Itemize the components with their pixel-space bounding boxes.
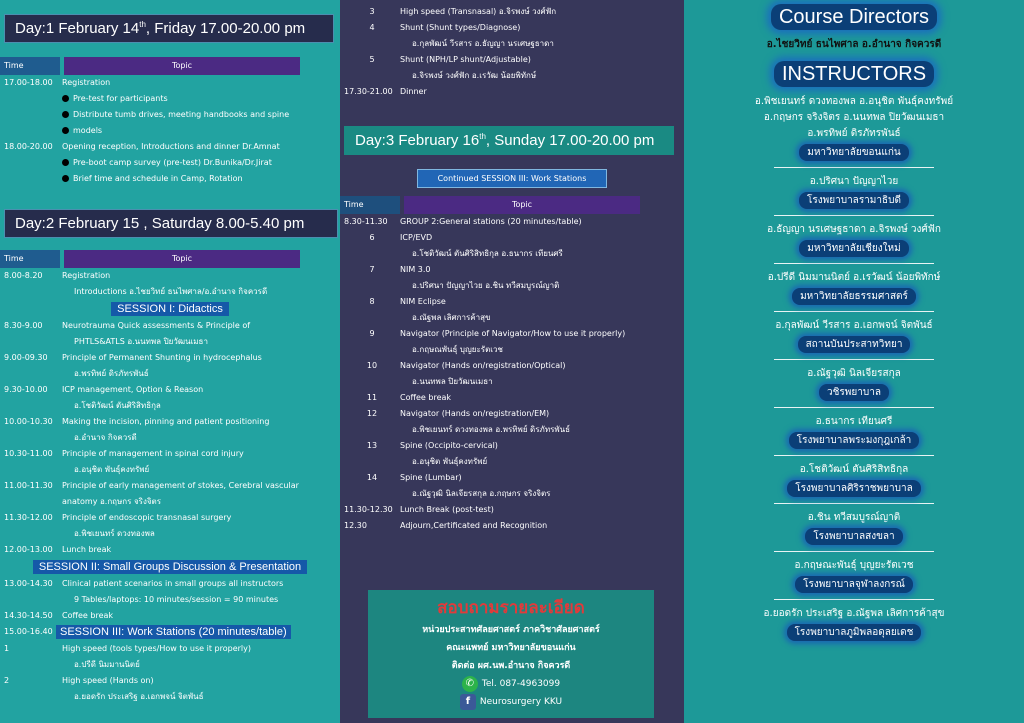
- day1-header-text-2: , Friday 17.00-20.00 pm: [145, 20, 306, 37]
- schedule-time: 8.00-8.20: [4, 271, 43, 280]
- schedule-row: [0, 430, 340, 446]
- schedule-topic: ICP management, Option & Reason: [62, 385, 204, 394]
- schedule-topic: Coffee break: [62, 611, 114, 620]
- schedule-time: [0, 284, 62, 300]
- schedule-time: [340, 486, 400, 502]
- session1-badge: [0, 302, 340, 316]
- schedule-time: 1: [4, 644, 10, 653]
- schedule-row: [0, 641, 340, 657]
- schedule-row: [340, 294, 684, 310]
- schedule-time: [340, 278, 400, 294]
- day1-header: [4, 14, 334, 43]
- contact-facebook-row[interactable]: [368, 693, 654, 711]
- time-column-header: Time: [0, 57, 60, 75]
- institution-badge: [684, 576, 1024, 593]
- schedule-topic: Neurotrauma Quick assessments & Principle of: [62, 321, 251, 330]
- schedule-time: 12.30: [344, 521, 367, 530]
- schedule-topic: NIM 3.0: [400, 265, 431, 274]
- schedule-row: [340, 278, 684, 294]
- day3-header-text-2: , Sunday 17.00-20.00 pm: [485, 132, 655, 149]
- day3-section: [340, 100, 684, 155]
- schedule-topic: Adjourn,Certificated and Recognition: [400, 521, 548, 530]
- divider: [774, 215, 934, 216]
- institution-badge: [684, 432, 1024, 449]
- schedule-row: [340, 214, 684, 230]
- schedule-row: [340, 36, 684, 52]
- topic-column-header: Topic: [64, 57, 300, 75]
- schedule-time: [0, 592, 62, 608]
- instructor-names: อ.พิชเยนทร์ ดวงทองพล อ.อนุชิต พันธุ์คงทรัพย์: [754, 96, 954, 107]
- schedule-row: [0, 478, 340, 494]
- day2-table-header: [0, 250, 340, 268]
- session1-label: SESSION I: Didactics: [111, 302, 229, 316]
- schedule-row: [0, 75, 340, 91]
- day3-header-sup: th: [479, 132, 486, 141]
- schedule-time: 10: [366, 361, 378, 370]
- day3-header-text: Day:3 February 16: [355, 132, 480, 149]
- schedule-row: [340, 262, 684, 278]
- schedule-time: [0, 494, 62, 510]
- day2-schedule-d: [0, 641, 340, 705]
- schedule-topic: Navigator (Principle of Navigator/How to use it properly): [400, 329, 626, 338]
- schedule-time: [0, 526, 62, 542]
- schedule-time: 9: [369, 329, 375, 338]
- schedule-time: [0, 171, 62, 187]
- schedule-row: [340, 422, 684, 438]
- schedule-row: [340, 454, 684, 470]
- divider: [774, 503, 934, 504]
- schedule-time: [0, 657, 62, 673]
- schedule-row: [0, 284, 340, 300]
- schedule-row: [0, 510, 340, 526]
- schedule-row: [340, 502, 684, 518]
- schedule-row: [340, 342, 684, 358]
- schedule-topic: อ.อนุชิต พันธุ์คงทรัพย์: [74, 465, 150, 474]
- schedule-row: [340, 68, 684, 84]
- schedule-topic: Coffee break: [400, 393, 452, 402]
- schedule-topic: High speed (Hands on): [62, 676, 154, 685]
- schedule-row: [0, 414, 340, 430]
- contact-box: [368, 590, 654, 718]
- instructor-names: อ.พรทิพย์ ดิรภัทรพันธ์: [807, 128, 901, 139]
- topic-column-header: Topic: [64, 250, 300, 268]
- schedule-row: [0, 494, 340, 510]
- schedule-time: 11: [366, 393, 378, 402]
- schedule-row: [340, 246, 684, 262]
- instructor-names: อ.กฤษณะพันธุ์ บุญยะรัตเวช: [794, 560, 914, 571]
- day1-schedule: [0, 75, 340, 187]
- schedule-row: [0, 334, 340, 350]
- schedule-topic: Principle of early management of stokes, Cerebral vascular: [62, 481, 299, 490]
- divider: [774, 455, 934, 456]
- continued-session3-label: Continued SESSION III: Work Stations: [417, 169, 607, 188]
- schedule-row: [0, 592, 340, 608]
- schedule-time: 9.00-09.30: [4, 353, 48, 362]
- schedule-time: [0, 107, 62, 123]
- institution-name: โรงพยาบาลศิริราชพยาบาล: [787, 480, 920, 497]
- day1-day2-column: [0, 0, 340, 723]
- directors-names: อ.ไชยวิทย์ ธนไพศาล อ.อำนาจ กิจควรดี: [766, 39, 942, 50]
- schedule-row: [0, 91, 340, 107]
- day2-header: Day:2 February 15 , Saturday 8.00-5.40 pm: [4, 209, 338, 238]
- schedule-row: [0, 576, 340, 592]
- schedule-time: [0, 155, 62, 171]
- institution-name: โรงพยาบาลรามาธิบดี: [799, 192, 909, 209]
- schedule-time: 8.30-9.00: [4, 321, 43, 330]
- phone-icon: ✆: [462, 676, 478, 692]
- schedule-topic: Spine (Lumbar): [400, 473, 462, 482]
- day1-header-text: Day:1 February 14: [15, 20, 140, 37]
- contact-title: สอบถามรายละเอียด: [437, 598, 585, 617]
- contact-phone-row[interactable]: [368, 675, 654, 693]
- instructor-names: อ.ปรีดี นิมมานนิตย์ อ.เรวัฒน์ น้อยพิทักษ์: [767, 272, 941, 283]
- day1-header-sup: th: [139, 20, 146, 29]
- schedule-row: [0, 171, 340, 187]
- schedule-time: 14.30-14.50: [4, 611, 53, 620]
- schedule-time: 11.00-11.30: [4, 481, 53, 490]
- schedule-time: [0, 334, 62, 350]
- schedule-topic: Navigator (Hands on/registration/EM): [400, 409, 550, 418]
- instructor-names: อ.กุลพัฒน์ วีรสาร อ.เอกพจน์ จิตพันธ์: [775, 320, 933, 331]
- day1-table-header: [0, 57, 340, 75]
- day3-header: [344, 126, 674, 155]
- divider: [774, 311, 934, 312]
- session3-badge: [56, 624, 340, 641]
- course-directors-heading: Course Directors: [771, 4, 937, 30]
- schedule-topic: Pre-test for participants: [62, 91, 340, 107]
- institution-badge: [684, 192, 1024, 209]
- schedule-row: [0, 542, 340, 558]
- schedule-topic: 9 Tables/laptops: 10 minutes/session = 90 minutes: [74, 595, 279, 604]
- institution-badge: [684, 528, 1024, 545]
- institution-badge: [684, 144, 1024, 161]
- workstation-continued-list: [340, 4, 684, 100]
- schedule-topic: Introductions อ.ไชยวิทย์ ธนไพศาล/อ.อำนาจ กิจควรดี: [74, 287, 268, 296]
- schedule-row: [340, 374, 684, 390]
- instructor-names: อ.ชิน ทวีสมบูรณ์ญาติ: [807, 512, 901, 523]
- schedule-row: [0, 673, 340, 689]
- schedule-time: [0, 398, 62, 414]
- schedule-topic: Lunch break: [62, 545, 112, 554]
- schedule-topic: อ.ณัฐพล เลิศการค้าสุข: [412, 313, 491, 322]
- schedule-topic: High speed (tools types/How to use it properly): [62, 644, 251, 653]
- schedule-topic: อ.ณัฐวุฒิ นิลเจียรสกุล อ.กฤษกร จริงจิตร: [412, 489, 551, 498]
- schedule-topic: GROUP 2:General stations (20 minutes/table): [400, 217, 582, 226]
- schedule-topic: อ.พรทิพย์ ดิรภัทรพันธ์: [74, 369, 149, 378]
- schedule-row: [340, 52, 684, 68]
- schedule-row: [0, 657, 340, 673]
- institution-name: มหาวิทยาลัยเชียงใหม่: [799, 240, 908, 257]
- schedule-topic: อ.นนทพล ปิยวัฒนเมธา: [412, 377, 493, 386]
- instructor-names: อ.กฤษกร จริงจิตร อ.นนทพล ปิยวัฒนเมธา: [763, 112, 945, 123]
- schedule-topic: Principle of management in spinal cord injury: [62, 449, 244, 458]
- schedule-time: 18.00-20.00: [4, 142, 53, 151]
- schedule-topic: Dinner: [400, 87, 427, 96]
- schedule-time: 11.30-12.30: [344, 505, 393, 514]
- instructors-list: [684, 94, 1024, 641]
- schedule-topic: models: [62, 123, 340, 139]
- schedule-time: [0, 123, 62, 139]
- session2-label: SESSION II: Small Groups Discussion & Presentation: [33, 560, 307, 574]
- schedule-time: [340, 454, 400, 470]
- institution-name: โรงพยาบาลพระมงกุฎเกล้า: [789, 432, 920, 449]
- schedule-topic: Navigator (Hands on/registration/Optical): [400, 361, 566, 370]
- schedule-time: [0, 91, 62, 107]
- schedule-row: [340, 84, 684, 100]
- schedule-time: [340, 246, 400, 262]
- contact-facebook[interactable]: Neurosurgery KKU: [479, 697, 563, 707]
- divider: [774, 407, 934, 408]
- schedule-topic: Distribute tumb drives, meeting handbooks and spine: [62, 107, 340, 123]
- divider: [774, 599, 934, 600]
- instructor-names: อ.ธนากร เทียนศรี: [815, 416, 893, 427]
- schedule-time: [340, 422, 400, 438]
- schedule-topic: Principle of Permanent Shunting in hydrocephalus: [62, 353, 262, 362]
- schedule-topic: อ.พิชเยนทร์ ดวงทองพล: [74, 529, 155, 538]
- schedule-row: [340, 390, 684, 406]
- schedule-row: [340, 518, 684, 534]
- topic-column-header: Topic: [404, 196, 640, 214]
- institution-name: มหาวิทยาลัยขอนแก่น: [799, 144, 908, 161]
- schedule-topic: NIM Eclipse: [400, 297, 446, 306]
- institution-name: วชิรพยาบาล: [819, 384, 889, 401]
- day2-schedule-c: [0, 576, 340, 624]
- schedule-time: [0, 430, 62, 446]
- schedule-topic: อ.อนุชิต พันธุ์คงทรัพย์: [412, 457, 488, 466]
- schedule-topic: อ.ปรีดี นิมมานนิตย์: [74, 660, 140, 669]
- schedule-time: [0, 366, 62, 382]
- session3-row: [0, 624, 340, 641]
- contact-person: ติดต่อ ผศ.นพ.อำนาจ กิจควรดี: [451, 661, 571, 671]
- schedule-row: [0, 350, 340, 366]
- time-column-header: Time: [340, 196, 400, 214]
- day2-schedule-a: [0, 268, 340, 300]
- schedule-row: [340, 438, 684, 454]
- contact-phone[interactable]: Tel. 087-4963099: [481, 679, 561, 689]
- schedule-row: [0, 107, 340, 123]
- facebook-icon: f: [460, 694, 476, 710]
- day3-table-header: [340, 196, 684, 214]
- schedule-row: [340, 20, 684, 36]
- schedule-time: 17.30-21.00: [344, 87, 393, 96]
- institution-name: โรงพยาบาลสงขลา: [805, 528, 902, 545]
- instructors-heading: INSTRUCTORS: [774, 61, 934, 87]
- schedule-topic: อ.กฤษณพันธุ์ บุญยะรัตเวช: [412, 345, 503, 354]
- schedule-time: [340, 374, 400, 390]
- schedule-row: [340, 406, 684, 422]
- schedule-topic: อ.โชติวัฒน์ ตันศิริสิทธิกุล: [74, 401, 161, 410]
- schedule-row: [340, 326, 684, 342]
- schedule-topic: Lunch Break (post-test): [400, 505, 494, 514]
- directors-column: [684, 0, 1024, 723]
- schedule-time: 2: [4, 676, 10, 685]
- institution-badge: [684, 288, 1024, 305]
- institution-name: โรงพยาบาลจุฬาลงกรณ์: [795, 576, 913, 593]
- schedule-time: 8.30-11.30: [344, 217, 388, 226]
- schedule-row: [340, 310, 684, 326]
- schedule-topic: Shunt (NPH/LP shunt/Adjustable): [400, 55, 531, 64]
- schedule-time: [340, 342, 400, 358]
- schedule-topic: anatomy อ.กฤษกร จริงจิตร: [62, 497, 162, 506]
- institution-badge: [684, 336, 1024, 353]
- schedule-row: [0, 139, 340, 155]
- schedule-row: [340, 230, 684, 246]
- schedule-time: 17.00-18.00: [4, 78, 53, 87]
- schedule-topic: อ.พิชเยนทร์ ดวงทองพล อ.พรทิพย์ ดิรภัทรพันธ์: [412, 425, 571, 434]
- schedule-row: [0, 268, 340, 284]
- session3-time: 15.00-16.40: [4, 627, 53, 636]
- schedule-row: [0, 155, 340, 171]
- schedule-time: 9.30-10.00: [4, 385, 48, 394]
- schedule-topic: Making the incision, pinning and patient positioning: [62, 417, 270, 426]
- schedule-topic: Shunt (Shunt types/Diagnose): [400, 23, 521, 32]
- day2-schedule-b: [0, 318, 340, 558]
- schedule-time: 12.00-13.00: [4, 545, 53, 554]
- schedule-topic: อ.โชติวัฒน์ ตันศิริสิทธิกุล อ.ธนากร เทียนศรี: [412, 249, 563, 258]
- day1-section: [0, 0, 340, 43]
- instructors-title: [684, 63, 1024, 86]
- session2-badge: [0, 560, 340, 574]
- instructor-names: อ.ณัฐวุฒิ นิลเจียรสกุล: [807, 368, 901, 379]
- schedule-row: [0, 366, 340, 382]
- institution-badge: [684, 240, 1024, 257]
- instructor-names: อ.โชติวัฒน์ ตันศิริสิทธิกุล: [799, 464, 909, 475]
- schedule-topic: Clinical patient scenarios in small groups all instructors: [62, 579, 284, 588]
- instructor-names: อ.ธัญญา นรเศษฐธาดา อ.จิรพงษ์ วงศ์ฟัก: [767, 224, 941, 235]
- institution-badge: [684, 480, 1024, 497]
- schedule-row: [340, 358, 684, 374]
- contact-dept: หน่วยประสาทศัลยศาสตร์ ภาควิชาศัลยศาสตร์: [422, 625, 600, 635]
- schedule-topic: Opening reception, Introductions and dinner Dr.Amnat: [62, 142, 280, 151]
- schedule-topic: High speed (Transnasal) อ.จิรพงษ์ วงศ์ฟัก: [400, 7, 557, 16]
- institution-badge: [684, 624, 1024, 641]
- schedule-time: 5: [369, 55, 375, 64]
- time-column-header: Time: [0, 250, 60, 268]
- schedule-topic: Registration: [62, 78, 111, 87]
- schedule-time: 14: [366, 473, 378, 482]
- schedule-topic: Registration: [62, 271, 111, 280]
- session3-label: SESSION III: Work Stations (20 minutes/table): [56, 625, 291, 639]
- institution-name: โรงพยาบาลภูมิพลอดุลยเดช: [787, 624, 922, 641]
- schedule-row: [340, 470, 684, 486]
- schedule-time: [0, 462, 62, 478]
- divider: [774, 263, 934, 264]
- schedule-time: 10.30-11.00: [4, 449, 53, 458]
- schedule-topic: ICP/EVD: [400, 233, 433, 242]
- schedule-row: [340, 486, 684, 502]
- schedule-time: 11.30-12.00: [4, 513, 53, 522]
- day2-section: [0, 187, 340, 238]
- schedule-time: 8: [369, 297, 375, 306]
- schedule-time: 7: [369, 265, 375, 274]
- schedule-topic: อ.กุลพัฒน์ วีรสาร อ.ธัญญา นรเศษฐธาดา: [412, 39, 554, 48]
- schedule-topic: Principle of endoscopic transnasal surgery: [62, 513, 232, 522]
- schedule-row: [0, 382, 340, 398]
- schedule-time: [340, 36, 400, 52]
- divider: [774, 167, 934, 168]
- schedule-time: 12: [366, 409, 378, 418]
- schedule-row: [0, 689, 340, 705]
- schedule-time: 10.00-10.30: [4, 417, 53, 426]
- instructor-names: อ.ปริศนา ปัญญาไวย: [809, 176, 899, 187]
- schedule-time: [340, 68, 400, 84]
- schedule-row: [0, 398, 340, 414]
- day3-schedule: [340, 214, 684, 534]
- day2-day3-column: [340, 0, 684, 723]
- schedule-row: [0, 526, 340, 542]
- schedule-topic: อ.จิรพงษ์ วงศ์ฟัก อ.เรวัฒ น้อยพิทักษ์: [412, 71, 537, 80]
- contact-faculty: คณะแพทย์ มหาวิทยาลัยขอนแก่น: [446, 643, 576, 653]
- institution-badge: [684, 384, 1024, 401]
- schedule-time: [340, 310, 400, 326]
- schedule-row: [0, 462, 340, 478]
- schedule-time: [0, 689, 62, 705]
- schedule-topic: PHTLS&ATLS อ.นนทพล ปิยวัฒนเมธา: [74, 337, 208, 346]
- institution-name: สถานบันประสาทวิทยา: [798, 336, 911, 353]
- schedule-row: [0, 446, 340, 462]
- schedule-topic: อ.ปริศนา ปัญญาไวย อ.ชิน ทวีสมบูรณ์ญาติ: [412, 281, 560, 290]
- schedule-time: 6: [369, 233, 375, 242]
- divider: [774, 551, 934, 552]
- schedule-row: [340, 4, 684, 20]
- schedule-time: 3: [369, 7, 375, 16]
- divider: [774, 359, 934, 360]
- schedule-time: 13: [366, 441, 378, 450]
- schedule-topic: อ.ยอดรัก ประเสริฐ อ.เอกพจน์ จิตพันธ์: [74, 692, 204, 701]
- schedule-topic: Spine (Occipito-cervical): [400, 441, 498, 450]
- schedule-row: [0, 318, 340, 334]
- schedule-topic: อ.อำนาจ กิจควรดี: [74, 433, 137, 442]
- schedule-row: [0, 123, 340, 139]
- course-directors-title: [684, 6, 1024, 29]
- institution-name: มหาวิทยาลัยธรรมศาสตร์: [792, 288, 916, 305]
- schedule-topic: Brief time and schedule in Camp, Rotation: [62, 171, 340, 187]
- instructor-names: อ.ยอดรัก ประเสริฐ อ.ณัฐพล เลิศการค้าสุข: [763, 608, 945, 619]
- schedule-time: 13.00-14.30: [4, 579, 53, 588]
- schedule-row: [0, 608, 340, 624]
- schedule-topic: Pre-boot camp survey (pre-test) Dr.Bunika/Dr.Jirat: [62, 155, 340, 171]
- schedule-time: 4: [369, 23, 375, 32]
